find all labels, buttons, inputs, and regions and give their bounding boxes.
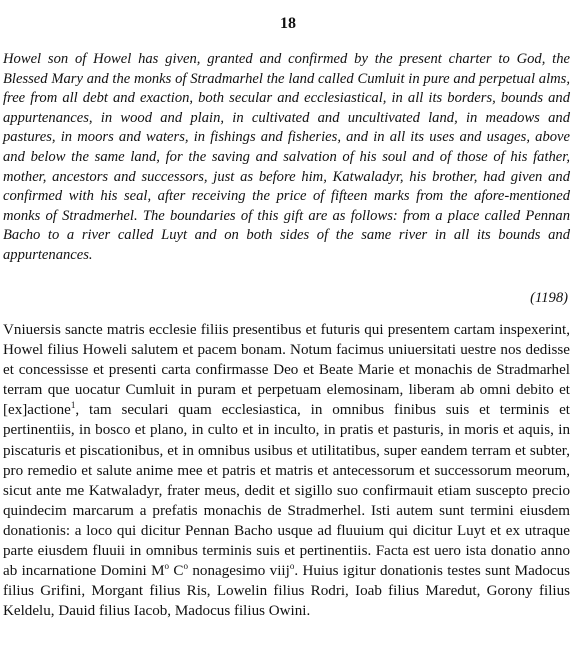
latin-charter-paragraph [3,320,570,621]
latin-text-part-4: nonagesimo viij [188,563,290,580]
superscript-o: o [164,561,170,572]
superscript-o: o [183,561,188,572]
superscript-o: o [289,561,295,572]
charter-date: (1198) [530,290,568,306]
page-number: 18 [280,15,296,32]
english-translation-paragraph: Howel son of Howel has given, granted and confirmed by the present charter to God, the Blessed Mary and the monks of Stradmarhel the land called Cumluit in pure and perpetual alms, free from all debt and exaction, both secular and ecclesiastical, in all its borders, bounds and appurtenances, in wood and plain, in cultivated and uncultivated land, in meadows and pastures, in moors and waters, in fishings and fisheries, and in all its uses and usages, above and below the same land, for the saving and salvation of his soul and of those of his father, mother, ancestors and successors, just as before him, Katwaladyr, his brother, had given and confirmed with his seal, after receiving the price of fifteen marks from the afore-mentioned monks of Stradmerhel. The boundaries of this gift are as follows: from a place called Pennan Bacho to a river called Luyt and on both sides of the same river in all its bounds and appurtenances. [3,51,570,263]
latin-text-part-2: , tam seculari quam ecclesiastica, in omnibus finibus suis et terminis et pertinentiis, in bosco et plano, in culto et in inculto, in pratis et pasturis, in moris et aquis, in piscaturis et piscationibus, et in omnibus usibus et utilitatibus, super eandem terram et subter, pro remedio et salute anime mee et patris et matris et antecessorum et successorum meorum, sicut ante me Katwaladyr, frater meus, dedit et sigillo suo confirmauit etiam suscepto precio quindecim marcarum a prefatis monachis de Stradmerhel. Isti autem sunt termini eiusdem donationis: a loco qui dicitur Pennan Bacho usque ad fluuium qui dicitur Luyt et ex utraque parte eiusdem fluuii in omnibus terminis suis et pertinentiis. Facta est uero ista donatio anno ab incarnatione Domini M [3,402,570,580]
footnote-marker: 1 [70,400,76,411]
latin-text-part-3: C [169,563,184,580]
latin-text-part-5: . Huius igitur donationis testes sunt Madocus filius Grifini, Morgant filius Ris, Lowelin filius Rodri, Ioab filius Maredut, Gorony filius Keldelu, Dauid filius Iacob, Madocus filius Owini. [3,563,571,620]
latin-text-part-1: Vniuersis sancte matris ecclesie filiis presentibus et futuris qui presentem cartam inspexerint, Howel filius Howeli salutem et pacem bonam. Notum facimus uniuersitati uestre nos dedisse et concessisse et presenti carta confirmasse Deo et Beate Marie et monachis de Stradmarhel terram que uocatur Cumluit in puram et perpetuam elemosinam, liberam ab omni debito et [ex]actione [3,322,570,419]
